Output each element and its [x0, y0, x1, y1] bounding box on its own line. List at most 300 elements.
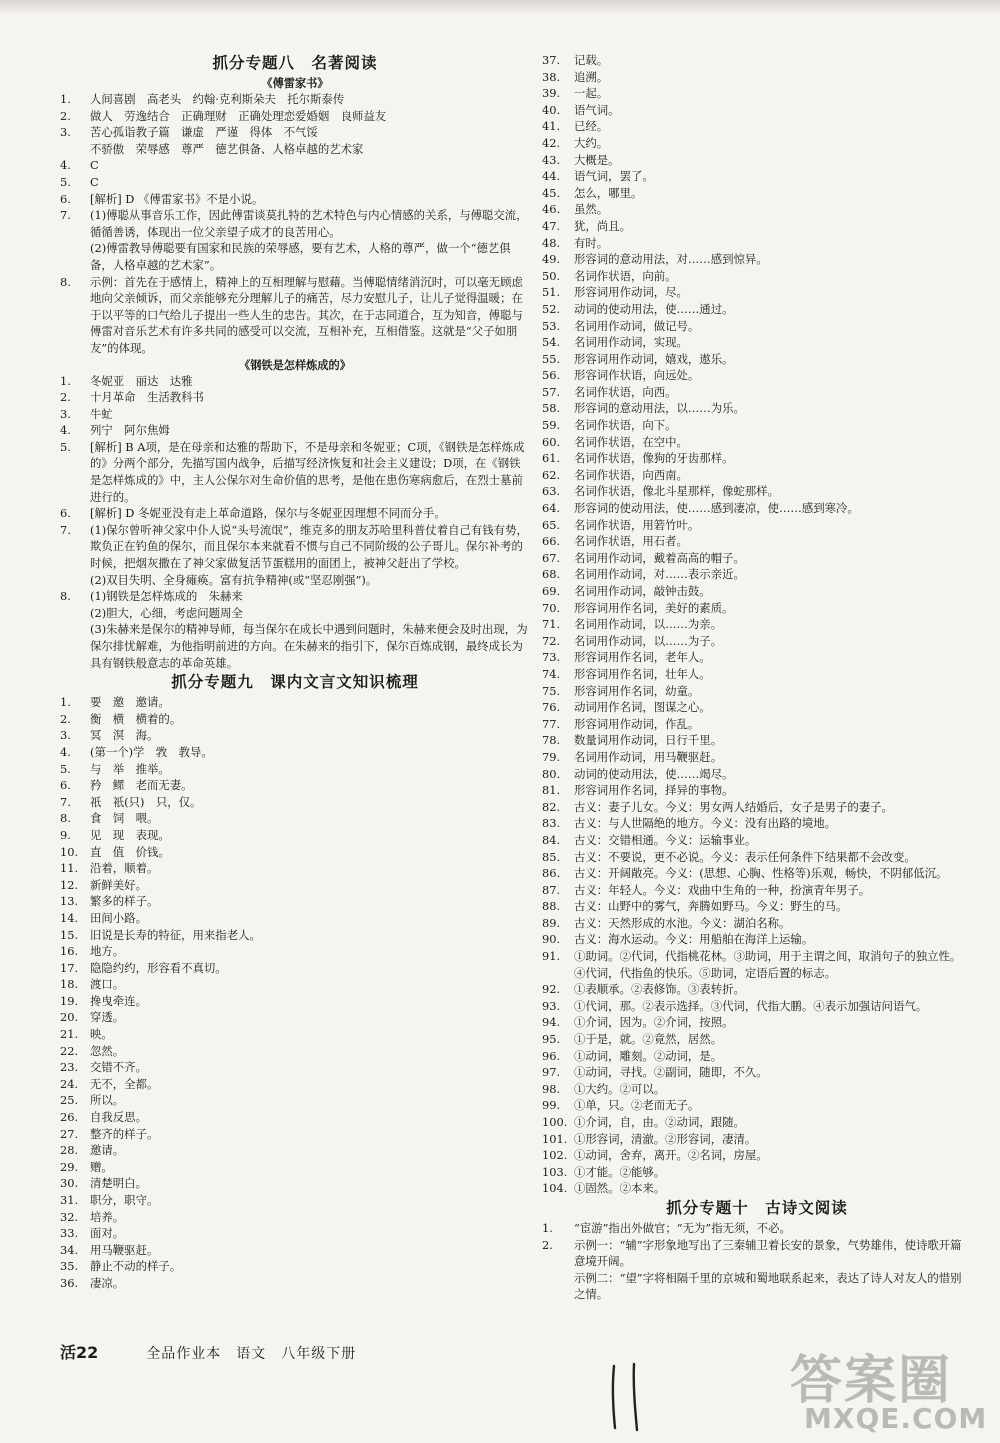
- item-number: 34.: [60, 1242, 79, 1257]
- item-text: ①动词，雕刻。②动词，是。: [574, 1048, 723, 1063]
- item-text: 映。: [90, 1027, 113, 1042]
- answer-item: [60, 157, 530, 174]
- answer-item: [542, 168, 972, 185]
- answer-item: [542, 351, 972, 368]
- answer-item: [60, 943, 530, 960]
- item-text: 整齐的样子。: [90, 1126, 159, 1141]
- item-text: ①动词，舍弃，离开。②名词，房屋。: [574, 1148, 768, 1163]
- right-column: [542, 52, 972, 1303]
- item-text: 地方。: [90, 944, 125, 959]
- item-text: 形容词用作名词，美好的素质。: [574, 600, 734, 615]
- item-continuation: (2)胆大，心细，考虑问题周全 (3)朱赫来是保尔的精神导师，每当保尔在成长中遇到问题时，朱赫来便会及时出现，为保尔排忧解难，为他指明前进的方向。在朱赫来的指引下，保尔百炼成钢，最终成长为具有钢铁般意志的革命英雄。: [90, 605, 528, 670]
- item-text: 形容词的使动用法，使……感到凄凉，使……感到寒冷。: [574, 501, 859, 516]
- item-number: 98.: [542, 1081, 561, 1096]
- answer-item: [542, 716, 972, 733]
- answer-item: [542, 782, 972, 799]
- item-number: 22.: [60, 1043, 79, 1058]
- item-text: 古义：交错相通。今义：运输事业。: [574, 832, 757, 847]
- item-number: 31.: [60, 1193, 79, 1207]
- item-number: 101.: [542, 1131, 568, 1146]
- item-text: 古义：与人世隔绝的地方。今义：没有出路的境地。: [574, 816, 836, 831]
- watermark-logo-text: 答案圈: [790, 1351, 953, 1411]
- item-text: 名词用作动词，做记号。: [574, 318, 700, 333]
- item-text: 名词用作动词，以……为子。: [574, 633, 723, 648]
- item-number: 5.: [60, 439, 71, 454]
- item-text: 职分，职守。: [90, 1193, 159, 1207]
- item-number: 91.: [542, 949, 561, 964]
- item-number: 2.: [60, 108, 71, 123]
- answer-item: [60, 1092, 530, 1109]
- item-text: 古义：海水运动。今义：用船舶在海洋上运输。: [574, 932, 814, 947]
- item-number: 100.: [542, 1115, 568, 1129]
- item-text: 与 举 推举。: [90, 761, 170, 776]
- answer-item: [60, 1142, 530, 1159]
- item-text: 古义：天然形成的水池。今义：湖泊名称。: [574, 915, 791, 930]
- item-number: 3.: [60, 125, 71, 140]
- answer-item: [60, 810, 530, 827]
- gangtie-subtitle: 《钢铁是怎样炼成的》: [239, 357, 351, 372]
- item-continuation: (2)双目失明、全身瘫痪。富有抗争精神(或“坚忍刚强”)。: [90, 572, 378, 587]
- item-number: 25.: [60, 1093, 79, 1108]
- item-text: 沿着，顺着。: [90, 861, 159, 876]
- item-number: 36.: [60, 1275, 79, 1290]
- item-text: 古义：开阔敞亮。今义：(思想、心胸、性格等)乐观，畅快，不阴郁低沉。: [574, 866, 948, 881]
- answer-item: [542, 152, 972, 169]
- answer-item: [60, 439, 530, 505]
- item-number: 53.: [542, 318, 561, 333]
- answer-item: [542, 102, 972, 119]
- answer-item: [542, 467, 972, 484]
- item-number: 16.: [60, 944, 79, 959]
- answer-item: [60, 1109, 530, 1126]
- answer-item: [60, 174, 530, 191]
- item-number: 85.: [542, 849, 561, 864]
- answer-item: [542, 931, 972, 948]
- item-text: 古义：年轻人。今义：戏曲中生角的一种，扮演青年男子。: [574, 882, 871, 897]
- item-number: 93.: [542, 998, 561, 1013]
- section-10-answer-list: [542, 1220, 972, 1303]
- item-text: 名词用作动词，用马鞭驱赶。: [574, 749, 723, 764]
- item-text: 动词用作名词，图谋之心。: [574, 700, 711, 715]
- item-text: 牛虻: [90, 406, 113, 421]
- item-text: 做人 劳逸结合 正确理财 正确处理恋爱婚姻 良师益友: [90, 108, 387, 123]
- item-number: 72.: [542, 633, 561, 648]
- item-text: 形容词用作名词，择异的事物。: [574, 783, 734, 798]
- item-number: 39.: [542, 86, 561, 101]
- item-number: 18.: [60, 977, 79, 992]
- item-text: 要 邀 邀请。: [90, 695, 170, 710]
- item-text: 面对。: [90, 1226, 125, 1241]
- item-text: (1)钢铁是怎样炼成的 朱赫来: [90, 589, 243, 604]
- answer-item: [542, 1180, 972, 1197]
- item-text: ①形容词，清澈。②形容词，凄清。: [574, 1131, 757, 1146]
- site-watermark: [790, 1338, 988, 1438]
- item-text: ①大约。②可以。: [574, 1081, 666, 1096]
- item-number: 92.: [542, 982, 561, 997]
- item-text: 新鲜美好。: [90, 877, 147, 892]
- watermark-url: MXQE.COM: [804, 1402, 988, 1435]
- item-text: 形容词用作动词，作乱。: [574, 716, 700, 731]
- item-number: 1.: [542, 1220, 553, 1235]
- answer-item: [542, 1048, 972, 1065]
- item-text: 记载。: [574, 53, 609, 67]
- item-number: 7.: [60, 794, 71, 809]
- item-text: 数量词用作动词，日行千里。: [574, 733, 723, 748]
- book-title: 全品作业本 语文 八年级下册: [146, 1346, 357, 1362]
- item-text: 名词用作动词，戴着高高的帽子。: [574, 550, 745, 565]
- item-number: 73.: [542, 650, 561, 665]
- item-number: 74.: [542, 666, 561, 681]
- answer-item: [542, 1131, 972, 1148]
- left-column: [60, 52, 530, 1292]
- answer-item: [60, 1043, 530, 1060]
- item-number: 32.: [60, 1209, 79, 1224]
- item-number: 63.: [542, 484, 561, 499]
- answer-item: [60, 1126, 530, 1143]
- item-text: 祇 祇(只) 只，仅。: [90, 794, 202, 809]
- answer-item: [542, 417, 972, 434]
- item-number: 8.: [60, 589, 71, 604]
- item-text: 名词用作动词，对……表示亲近。: [574, 567, 745, 582]
- item-text: 人间喜剧 高老头 约翰·克利斯朵夫 托尔斯泰传: [90, 92, 345, 106]
- item-text: 示例一：“辅”字形象地写出了三秦辅卫着长安的景象，气势雄伟，使诗歌开篇意境开阔。: [574, 1237, 962, 1269]
- item-number: 7.: [60, 208, 71, 223]
- item-text: 忽然。: [90, 1043, 125, 1058]
- item-number: 42.: [542, 135, 561, 150]
- answer-item: [542, 251, 972, 268]
- item-text: 犹，尚且。: [574, 218, 631, 233]
- answer-item: [542, 1237, 972, 1270]
- section-10-title: 抓分专题十 古诗文阅读: [666, 1198, 848, 1217]
- item-text: 语气词。: [574, 102, 620, 117]
- item-number: 6.: [60, 778, 71, 793]
- item-text: [解析] D 冬妮亚没有走上革命道路，保尔与冬妮亚因理想不同而分手。: [90, 506, 446, 521]
- item-text: 名词作状语，用箬竹叶。: [574, 517, 700, 532]
- page-footer: [60, 1340, 580, 1363]
- item-number: 77.: [542, 716, 561, 731]
- item-text: 交错不齐。: [90, 1060, 147, 1075]
- answer-item: [60, 893, 530, 910]
- item-text: 见 现 表现。: [90, 827, 170, 842]
- item-number: 103.: [542, 1164, 568, 1179]
- item-number: 45.: [542, 185, 561, 200]
- item-text: ①助词。②代词，代指桃花林。③助词，用于主谓之间，取消句子的独立性。④代词，代指鱼的快乐。⑤助词，定语后置的标志。: [574, 949, 962, 980]
- item-number: 5.: [60, 761, 71, 776]
- item-text: 动词的使动用法，使……通过。: [574, 301, 734, 316]
- answer-item: [60, 1159, 530, 1176]
- item-text: 培养。: [90, 1209, 125, 1224]
- answer-item: [60, 927, 530, 944]
- item-number: 43.: [542, 152, 561, 167]
- item-text: 追溯。: [574, 69, 609, 84]
- item-text: 赠。: [90, 1159, 113, 1174]
- item-text: 食 饲 喂。: [90, 811, 159, 826]
- item-number: 58.: [542, 401, 561, 416]
- answer-item: [542, 732, 972, 749]
- answer-item: [542, 135, 972, 152]
- item-text: ①介词，因为。②介词，按照。: [574, 1015, 734, 1030]
- item-number: 35.: [60, 1259, 79, 1274]
- item-text: 渡口。: [90, 977, 125, 992]
- item-number: 99.: [542, 1098, 561, 1113]
- item-text: 形容词作状语，向远处。: [574, 368, 700, 383]
- item-number: 7.: [60, 522, 71, 537]
- item-number: 104.: [542, 1181, 568, 1196]
- answer-item: [542, 450, 972, 467]
- answer-item: [542, 500, 972, 517]
- item-text: 直 值 价钱。: [90, 844, 170, 859]
- item-number: 3.: [60, 728, 71, 743]
- answer-item: [542, 235, 972, 252]
- answer-item: [60, 191, 530, 208]
- item-number: 81.: [542, 783, 561, 798]
- item-number: 51.: [542, 285, 561, 300]
- item-number: 4.: [60, 158, 71, 173]
- item-number: 67.: [542, 550, 561, 565]
- item-number: 102.: [542, 1148, 568, 1163]
- item-number: 78.: [542, 733, 561, 748]
- item-text: 形容词的意动用法，以……为乐。: [574, 401, 745, 416]
- handwritten-mark: [600, 1362, 660, 1432]
- item-number: 2.: [60, 390, 71, 405]
- item-number: 61.: [542, 451, 561, 466]
- item-number: 75.: [542, 683, 561, 698]
- item-number: 65.: [542, 517, 561, 532]
- item-text: [解析] B A项，是在母亲和达雅的帮助下，不是母亲和冬妮亚；C项，《钢铁是怎样炼成的》分两个部分，先描写国内战争，后描写经济恢复和社会主义建设；D项，在《钢铁是怎样炼成的》中，主人公保尔对生命价值的思考，是他在患伤寒病愈后，在烈士墓前进行的。: [90, 439, 525, 504]
- item-continuation: (2)傅雷教导傅聪要有国家和民族的荣辱感，要有艺术，人格的尊严，做一个“德艺俱备，人格卓越的艺术家”。: [90, 241, 511, 272]
- item-text: 繁多的样子。: [90, 894, 159, 909]
- item-text: 名词作状语，像狗的牙齿那样。: [574, 451, 734, 466]
- item-number: 21.: [60, 1027, 79, 1042]
- answer-item: [542, 318, 972, 335]
- item-number: 40.: [542, 102, 561, 117]
- section-9-answer-list-continued: [542, 52, 972, 1197]
- item-text: 邀请。: [90, 1143, 125, 1158]
- item-text: 搀曳牵连。: [90, 993, 147, 1008]
- item-number: 46.: [542, 202, 561, 217]
- answer-item: [542, 583, 972, 600]
- item-text: 衡 横 横着的。: [90, 711, 182, 726]
- item-number: 62.: [542, 467, 561, 482]
- answer-item: [60, 1026, 530, 1043]
- item-number: 70.: [542, 600, 561, 615]
- item-text: (1)保尔曾听神父家中仆人说“头号流氓”，维克多的朋友苏哈里科普仗着自己有钱有势，欺负正在钓鱼的保尔，而且保尔本来就看不惯与自己不同阶级的公子哥儿。保尔补考的时候，把烟灰撒在了神父家做复活节蛋糕用的面团上，被神父赶出了学校。: [90, 522, 528, 571]
- answer-item: [542, 1220, 972, 1237]
- answer-item: [60, 1258, 530, 1275]
- answer-item: [542, 683, 972, 700]
- item-number: 47.: [542, 218, 561, 233]
- answer-item: [60, 91, 530, 108]
- answer-item: [542, 517, 972, 534]
- answer-item: [60, 1209, 530, 1226]
- item-number: 27.: [60, 1126, 79, 1141]
- answer-item: [60, 960, 530, 977]
- answer-item: [60, 1175, 530, 1192]
- item-number: 38.: [542, 69, 561, 84]
- item-number: 4.: [60, 423, 71, 438]
- item-number: 64.: [542, 501, 561, 516]
- item-text: 冬妮亚 丽达 达雅: [90, 373, 193, 388]
- item-text: 名词作状语，向下。: [574, 418, 677, 433]
- item-number: 11.: [60, 861, 79, 876]
- answer-item: [542, 118, 972, 135]
- item-text: 古义：不要说，更不必说。今义：表示任何条件下结果都不会改变。: [574, 849, 916, 864]
- answer-item: [542, 616, 972, 633]
- answer-item: [542, 799, 972, 816]
- answer-item: [60, 1059, 530, 1076]
- item-text: 有时。: [574, 235, 609, 250]
- answer-item: [542, 550, 972, 567]
- answer-item: [542, 1097, 972, 1114]
- item-text: 形容词用作名词，幼童。: [574, 683, 700, 698]
- item-number: 37.: [542, 53, 561, 67]
- answer-item: [542, 185, 972, 202]
- item-number: 2.: [542, 1237, 553, 1252]
- item-text: 苦心孤诣教子篇 谦虚 严谨 得体 不气馁: [90, 125, 318, 140]
- fulei-answer-list: [60, 91, 530, 357]
- answer-item: [542, 284, 972, 301]
- fulei-subtitle: 《傅雷家书》: [261, 76, 329, 90]
- answer-item: [542, 1014, 972, 1031]
- item-number: 30.: [60, 1176, 79, 1191]
- answer-item: [60, 976, 530, 993]
- item-text: 清楚明白。: [90, 1176, 147, 1191]
- item-number: 94.: [542, 1015, 561, 1030]
- item-number: 97.: [542, 1065, 561, 1080]
- answer-item: [60, 877, 530, 894]
- answer-item: [542, 334, 972, 351]
- item-number: 56.: [542, 368, 561, 383]
- item-number: 14.: [60, 910, 79, 925]
- answer-item: [60, 505, 530, 522]
- answer-item: [542, 1147, 972, 1164]
- item-continuation: 不骄傲 荣辱感 尊严 德艺俱备、人格卓越的艺术家: [90, 141, 364, 156]
- item-text: 大概是。: [574, 152, 620, 167]
- answer-item: [542, 301, 972, 318]
- item-text: [解析] D 《傅雷家书》不是小说。: [90, 191, 264, 206]
- answer-item: [542, 815, 972, 832]
- answer-item: [60, 711, 530, 728]
- answer-item: [542, 666, 972, 683]
- item-text: 名词作状语，向前。: [574, 268, 677, 283]
- item-text: 形容词用作名词，壮年人。: [574, 666, 711, 681]
- item-continuation: 示例二：“望”字将相隔千里的京城和蜀地联系起来，表达了诗人对友人的惜别之情。: [574, 1270, 962, 1302]
- item-number: 49.: [542, 252, 561, 267]
- answer-item: [60, 406, 530, 423]
- item-number: 50.: [542, 268, 561, 283]
- item-text: ①于是，就。②竟然，居然。: [574, 1032, 723, 1047]
- answer-item: [542, 268, 972, 285]
- item-number: 90.: [542, 932, 561, 947]
- item-number: 10.: [60, 844, 79, 859]
- item-text: 一起。: [574, 86, 609, 101]
- item-number: 55.: [542, 351, 561, 366]
- scan-shadow: [0, 0, 1000, 14]
- answer-item: [542, 52, 972, 69]
- answer-item: [542, 766, 972, 783]
- item-text: 名词作状语，向西南。: [574, 467, 688, 482]
- item-text: 名词作状语，用石者。: [574, 534, 688, 549]
- section-9-title: 抓分专题九 课内文言文知识梳理: [171, 673, 419, 692]
- answer-item: [60, 124, 530, 141]
- item-text: ①固然。②本来。: [574, 1181, 666, 1196]
- answer-item: [60, 744, 530, 761]
- item-number: 69.: [542, 584, 561, 598]
- item-text: (第一个)学 敩 教导。: [90, 744, 213, 759]
- item-number: 79.: [542, 749, 561, 764]
- item-text: 大约。: [574, 135, 609, 150]
- answer-item: [60, 108, 530, 125]
- answer-item: [542, 1064, 972, 1081]
- item-number: 6.: [60, 506, 71, 521]
- item-text: 古义：山野中的雾气，奔腾如野马。今义：野生的马。: [574, 899, 848, 914]
- item-number: 52.: [542, 301, 561, 316]
- item-number: 9.: [60, 827, 71, 842]
- answer-item: [60, 1225, 530, 1242]
- item-text: ①代词，那。②表示选择。③代词，代指大鹏。④表示加强诘问语气。: [574, 998, 928, 1013]
- item-number: 6.: [60, 191, 71, 206]
- item-text: 动词的使动用法，使……竭尽。: [574, 766, 734, 781]
- answer-item: [542, 898, 972, 915]
- item-number: 13.: [60, 894, 79, 909]
- item-text: 列宁 阿尔焦姆: [90, 423, 170, 438]
- answer-item: [542, 1031, 972, 1048]
- item-text: 旧说是长寿的特征，用来指老人。: [90, 927, 261, 942]
- item-number: 4.: [60, 744, 71, 759]
- item-text: 凄凉。: [90, 1275, 125, 1290]
- page-number: 活22: [60, 1343, 99, 1362]
- item-text: ①单，只。②老而无子。: [574, 1098, 700, 1113]
- item-number: 28.: [60, 1143, 79, 1158]
- item-text: 田间小路。: [90, 910, 147, 925]
- item-number: 88.: [542, 899, 561, 914]
- answer-item: [542, 1114, 972, 1131]
- answer-item: [542, 85, 972, 102]
- item-text: 无不，全都。: [90, 1076, 159, 1091]
- item-text: 虽然。: [574, 202, 609, 217]
- item-number: 76.: [542, 700, 561, 715]
- item-text: 名词作状语，向西。: [574, 384, 677, 399]
- item-number: 23.: [60, 1060, 79, 1075]
- item-number: 5.: [60, 174, 71, 189]
- item-number: 80.: [542, 766, 561, 781]
- item-number: 60.: [542, 434, 561, 449]
- answer-item: [542, 400, 972, 417]
- answer-item: [60, 910, 530, 927]
- answer-item: [60, 1009, 530, 1026]
- answer-item: [542, 533, 972, 550]
- answer-item: [60, 588, 530, 605]
- answer-item: [60, 389, 530, 406]
- answer-item: [542, 882, 972, 899]
- answer-item: [60, 1076, 530, 1093]
- item-number: 1.: [60, 373, 71, 388]
- item-text: 用马鞭驱赶。: [90, 1242, 159, 1257]
- answer-item: [542, 915, 972, 932]
- answer-item: [60, 727, 530, 744]
- item-number: 57.: [542, 384, 561, 399]
- item-number: 89.: [542, 915, 561, 930]
- answer-item: [60, 207, 530, 240]
- answer-item: [60, 844, 530, 861]
- item-text: 穿透。: [90, 1010, 125, 1025]
- item-text: 形容词用作动词，尽。: [574, 285, 688, 300]
- item-text: 冥 溟 海。: [90, 728, 159, 743]
- item-number: 83.: [542, 816, 561, 831]
- answer-item: [542, 434, 972, 451]
- answer-item: [542, 384, 972, 401]
- item-number: 19.: [60, 993, 79, 1008]
